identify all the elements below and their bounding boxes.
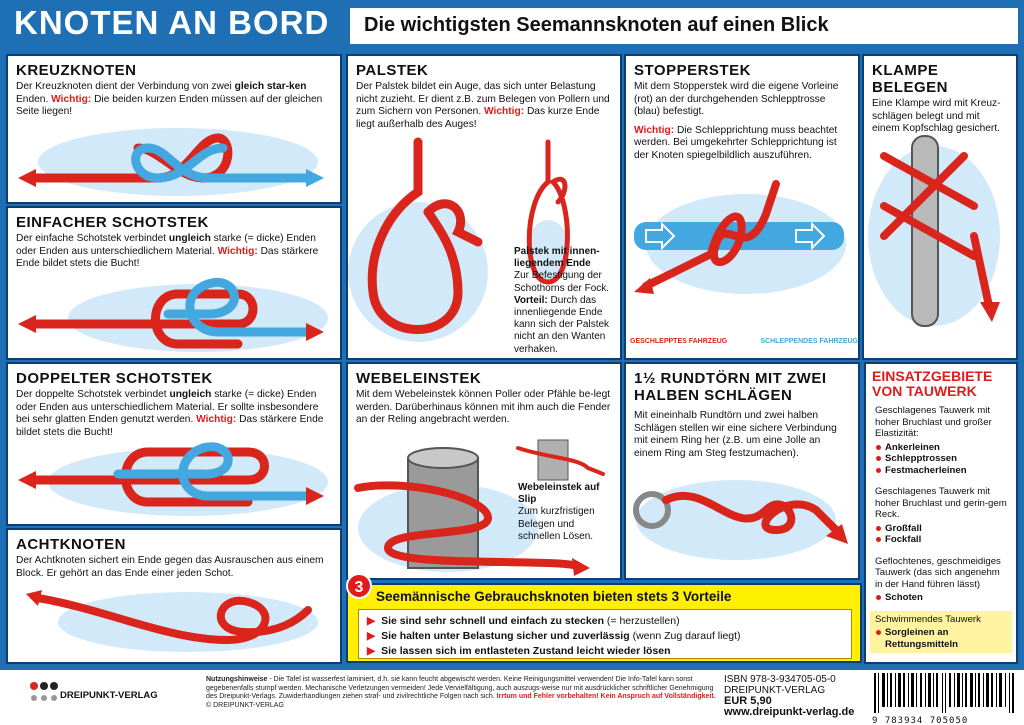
panel-title: 1½ RUNDTÖRN MIT ZWEI HALBEN SCHLÄGEN	[634, 370, 827, 404]
doppelter-schotstek-illustration	[8, 440, 340, 524]
number-badge: 3	[346, 573, 372, 599]
barcode	[872, 673, 1018, 723]
panel-text: Mit dem Stopperstek wird die eigene Vorleine (rot) an der durchgehenden Schlepptrosse (blau) befestigt.	[634, 81, 839, 117]
barcode-icon	[872, 673, 1018, 713]
usage-notes: Nutzungshinweise - Die Tafel ist wasserfest laminiert, d.h. sie kann feucht abgewischt werden. Keine Reinigungsmittel verwenden! Die Info-Tafel kann sonst gegebenenfalls stumpf werden. Mechanische Verletzungen vermeiden! Jede Vervielfältigung, auch auszugs-weise nur mit ausdrücklicher schriftlicher Genehmigung des Dreipunkt-Verlags. Zuwiderhandlungen ziehen straf- und zivilrechtliche Folgen nach sich. Irrtum und Fehler vorbehalten! Kein Anspruch auf Vollständigkeit. © DREIPUNKT-VERLAG	[206, 676, 716, 709]
panel-text: Eine Klampe wird mit Kreuz-schlägen belegt und mit einem Kopfschlag gesichert.	[872, 98, 1001, 134]
panel-klampe-belegen	[862, 54, 1018, 360]
list-item: Schoten	[875, 592, 1007, 604]
publisher-logo	[28, 676, 178, 716]
header-bar	[0, 0, 1024, 50]
panel-text: Der Palstek bildet ein Auge, das sich unter Belastung nicht zuzieht. Er dient z.B. zum Belegen von Pollern und zum Sichern von Personen. Wichtig: Das kurze Ende liegt außerhalb des Auges!	[356, 81, 610, 130]
publisher-name: DREIPUNKT-VERLAG	[60, 690, 158, 701]
panel-webeleinstek	[346, 362, 622, 580]
vorteile-box	[346, 579, 862, 663]
palstek-caption: Palstek mit innen-liegendem Ende Zur Befestigung der Schothorns der Fock. Vorteil: Durch das innenliegende Ende kann sich der Palstek nicht an den Wanten verhaken.	[514, 246, 610, 355]
dots-logo-icon	[28, 678, 58, 708]
label-geschlepptes-fahrzeug: GESCHLEPPTES FAHRZEUG	[630, 338, 728, 345]
list-item: ▶ Sie sind sehr schnell und einfach zu stecken (= herzustellen)	[367, 615, 680, 627]
panel-title: DOPPELTER SCHOTSTEK	[16, 370, 213, 387]
achtknoten-illustration	[8, 580, 340, 662]
panel-title: EINSATZGEBIETE VON TAUWERK	[872, 368, 993, 399]
page-subtitle: Die wichtigsten Seemannsknoten auf einen Blick	[350, 8, 1018, 44]
panel-title: PALSTEK	[356, 62, 429, 79]
panel-text: Mit dem Webeleinstek können Poller oder Pfähle be-legt werden. Darüberhinaus können mit ihm auch die Fender an der Reling angebracht werden.	[356, 389, 611, 425]
einsatz-block: Geschlagenes Tauwerk mit hoher Bruchlast und großer Elastizität: Ankerleinen Schlepptrossen Festmacherleinen	[870, 402, 1012, 479]
list-item: ▶ Sie lassen sich im entlasteten Zustand leicht wieder lösen	[367, 645, 671, 657]
panel-palstek	[346, 54, 622, 360]
panel-text-warning: Wichtig: Die Schlepprichtung muss beachtet werden. Bei umgekehrter Schlepprichtung ist der Knoten spiegelbildlich auszuführen.	[634, 124, 838, 161]
list-item: Festmacherleinen	[875, 465, 1007, 477]
einsatz-block: Schwimmendes Tauwerk Sorgleinen an Rettungsmitteln	[870, 611, 1012, 654]
stopperstek-illustration	[626, 174, 858, 334]
panel-text: Der einfache Schotstek verbindet ungleich starke (= dicke) Enden oder Enden aus unterschiedlichem Material. Wichtig: Das stärkere Ende bildet stets die Bucht!	[16, 233, 319, 269]
schotstek-illustration	[8, 274, 340, 358]
panel-title: KLAMPE BELEGEN	[872, 62, 949, 96]
list-item: Großfall	[875, 523, 1007, 535]
isbn-info: ISBN 978-3-934705-05-0 DREIPUNKT-VERLAG EUR 5,90 www.dreipunkt-verlag.de	[724, 674, 855, 718]
label-schleppendes-fahrzeug: SCHLEPPENDES FAHRZEUG	[760, 338, 858, 345]
panel-text: Der Kreuzknoten dient der Verbindung von zwei gleich star-ken Enden. Wichtig: Die beiden kurzen Enden müssen auf der gleichen Seite liegen!	[16, 81, 323, 117]
list-item: Schlepptrossen	[875, 453, 1007, 465]
einsatz-block: Geschlagenes Tauwerk mit hoher Bruchlast und gerin-gem Reck. Großfall Fockfall	[875, 486, 1007, 545]
page-title: KNOTEN AN BORD	[14, 4, 330, 41]
panel-title: WEBELEINSTEK	[356, 370, 482, 387]
panel-stopperstek	[624, 54, 860, 360]
list-item: Sorgleinen an Rettungsmitteln	[875, 627, 1007, 650]
footer	[0, 667, 1024, 725]
panel-title: KREUZKNOTEN	[16, 62, 137, 79]
barcode-digits: 9 783934 705050	[872, 716, 969, 725]
vorteile-list	[358, 609, 852, 659]
panel-title: ACHTKNOTEN	[16, 536, 126, 553]
einsatz-block: Geflochtenes, geschmeidiges Tauwerk (das sich angenehm in der Hand führen lässt) Schoten	[870, 553, 1012, 607]
panel-text: Der Achtknoten sichert ein Ende gegen das Ausrauschen aus einem Block. Er gehört an das Ende einer jeden Schot.	[16, 555, 324, 579]
panel-title: STOPPERSTEK	[634, 62, 751, 79]
panel-kreuzknoten	[6, 54, 342, 204]
list-item: ▶ Sie halten unter Belastung sicher und zuverlässig (wenn Zug darauf liegt)	[367, 630, 741, 642]
panel-text: Der doppelte Schotstek verbindet ungleich starke (= dicke) Enden oder Enden aus unterschiedlichem Material. Er sollte insbesondere bei sehr glatten Enden genutzt werden. Wichtig: Das stärkere Ende bildet stets die Bucht!	[16, 389, 324, 438]
list-item: Fockfall	[875, 534, 1007, 546]
panel-title: EINFACHER SCHOTSTEK	[16, 214, 209, 231]
panel-text: Mit eineinhalb Rundtörn und zwei halben Schlägen stellen wir eine sichere Verbindung mit einem Ring her (z.B. um eine Jolle an einem Ring am Steg festzumachen).	[634, 410, 837, 459]
webeleinstek-caption: Webeleinstek auf Slip Zum kurzfristigen Belegen und schnellen Lösen.	[518, 482, 600, 542]
klampe-illustration	[864, 126, 1016, 358]
panel-einfacher-schotstek	[6, 206, 342, 360]
kreuzknoten-illustration	[8, 118, 340, 202]
panel-doppelter-schotstek	[6, 362, 342, 526]
panel-rundtoern	[624, 362, 860, 580]
rundtoern-illustration	[626, 470, 858, 578]
list-item: Ankerleinen	[875, 442, 1007, 454]
panel-achtknoten	[6, 528, 342, 664]
panel-einsatzgebiete	[864, 362, 1018, 664]
vorteile-title: Seemännische Gebrauchsknoten bieten stets 3 Vorteile	[376, 589, 732, 604]
